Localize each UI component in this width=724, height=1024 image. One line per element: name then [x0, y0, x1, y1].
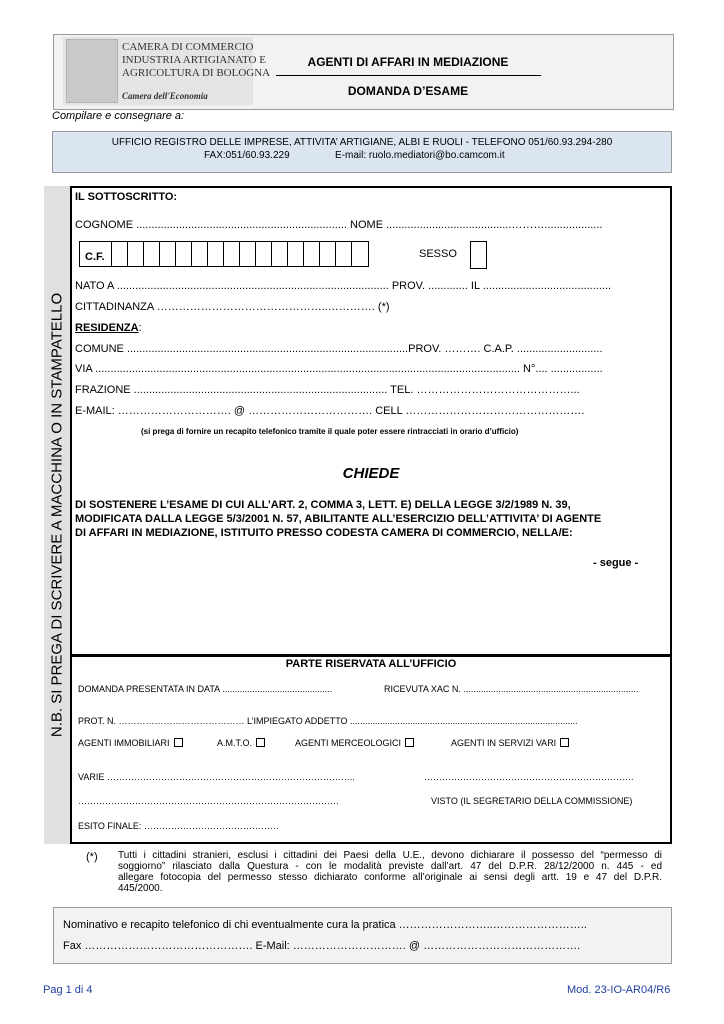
sex-field[interactable] [470, 241, 487, 269]
category-label-4: AGENTI IN SERVIZI VARI [451, 738, 557, 748]
misc-field-right[interactable]: ……………………………………………………………. [424, 772, 634, 782]
side-note: N.B. SI PREGA DI SCRIVERE A MACCHINA O IN STAMPATELLO [48, 292, 66, 738]
category-label-2: A.M.T.O. [217, 738, 253, 748]
office-use-section [70, 654, 672, 844]
tax-code-label: C.F. [80, 242, 112, 266]
request-line-3: DI AFFARI IN MEDIAZIONE, ISTITUITO PRESSO CODESTA CAMERA DI COMMERCIO, NELLA/E: [75, 527, 573, 539]
residence-label: RESIDENZA [75, 322, 139, 334]
office-fax: FAX:051/60.93.229 [204, 150, 290, 161]
street-field[interactable]: VIA ........................................................................................................................................... N°.... ................. [75, 363, 603, 375]
protocol-field[interactable]: PROT. N. …………………………………… L’IMPIEGATO ADDETTO ........................................................................................... [78, 716, 578, 726]
checkbox-3[interactable] [405, 738, 414, 747]
sex-label: SESSO [419, 248, 457, 260]
email-cell-field[interactable]: E-MAIL: …………………………. @ ……………………………. CELL …………………………………………. [75, 405, 585, 417]
checkbox-2[interactable] [256, 738, 265, 747]
name-field[interactable]: COGNOME ..................................................................... NOME .........................................………................... [75, 219, 603, 231]
district-phone-field[interactable]: FRAZIONE ................................................................................... TEL. ……………………………………... [75, 384, 580, 396]
residence-colon: : [138, 322, 142, 334]
model-code: Mod. 23-IO-AR04/R6 [567, 984, 671, 996]
logo-line-2: INDUSTRIA ARTIGIANATO E [122, 54, 266, 66]
office-email: E-mail: ruolo.mediatori@bo.camcom.it [335, 150, 505, 161]
contact-person-field[interactable]: Nominativo e recapito telefonico di chi eventualmente cura la pratica ……………………..…………………….. [63, 919, 587, 931]
request-heading: CHIEDE [342, 465, 400, 482]
category-label-3: AGENTI MERCEOLOGICI [295, 738, 402, 748]
title-divider [276, 75, 541, 76]
logo-building-icon [66, 39, 118, 103]
category-option-4[interactable] [451, 738, 569, 748]
category-option-1[interactable] [78, 738, 183, 748]
footnote-line-3: allegare fotocopia del permesso stesso dichiarato conforme all’originale ai sensi degli artt. 19 e 47 del D.P.R. [118, 872, 662, 883]
receipt-field[interactable]: RICEVUTA XAC N. ...................................................................... [384, 684, 639, 694]
document-title: AGENTI DI AFFARI IN MEDIAZIONE [307, 55, 509, 69]
misc-field[interactable]: VARIE ……………………………………………………………………….. [78, 772, 355, 782]
birth-field[interactable]: NATO A ......................................................................................... PROV. ............. IL .......................................... [75, 280, 612, 292]
office-use-heading: PARTE RISERVATA ALL’UFFICIO [285, 658, 457, 670]
request-line-1: DI SOSTENERE L’ESAME DI CUI ALL’ART. 2, COMMA 3, LETT. E) DELLA LEGGE 3/2/1989 N. 39, [75, 499, 571, 511]
secretary-signature-label: VISTO (IL SEGRETARIO DELLA COMMISSIONE) [431, 796, 633, 806]
tax-code-field[interactable] [79, 241, 369, 267]
checkbox-4[interactable] [560, 738, 569, 747]
category-option-3[interactable] [295, 738, 414, 748]
notes-field[interactable]: …………………………………………………………………………… [78, 796, 339, 806]
logo-line-3: AGRICOLTURA DI BOLOGNA [122, 67, 271, 79]
page-number: Pag 1 di 4 [43, 984, 93, 996]
form-heading: IL SOTTOSCRITTO: [75, 191, 178, 203]
phone-note: (si prega di fornire un recapito telefonico tramite il quale poter essere rintracciati in orario d’ufficio) [141, 427, 519, 436]
request-line-2: MODIFICATA DALLA LEGGE 5/3/2001 N. 57, ABILITANTE ALL’ESERCIZIO DELL’ATTIVITA’ DI AGENTE [75, 513, 602, 525]
document-subtitle: DOMANDA D’ESAME [347, 84, 469, 98]
checkbox-1[interactable] [174, 738, 183, 747]
footnote-line-1: Tutti i cittadini stranieri, esclusi i cittadini dei Paesi della U.E., devono dichiarare il possesso del “permesso di [118, 850, 662, 861]
footnote-marker: (*) [86, 851, 98, 863]
office-box [52, 131, 672, 173]
citizenship-field[interactable]: CITTADINANZA ………………………………………..…………. (*) [75, 301, 390, 313]
final-result-field[interactable]: ESITO FINALE: ……………………………………… [78, 821, 279, 831]
submission-date-field[interactable]: DOMANDA PRESENTATA IN DATA ............................................ [78, 684, 333, 694]
footnote-line-2: soggiorno” rilasciato dalla Questura - con le modalità previste dall’art. 47 del D.P.R. 28/12/2000 n. 445 - ed [118, 861, 662, 872]
logo-line-4: Camera dell'Economia [122, 91, 208, 101]
contact-box [53, 907, 672, 964]
category-label-1: AGENTI IMMOBILIARI [78, 738, 170, 748]
logo-line-1: CAMERA DI COMMERCIO [122, 41, 254, 53]
deliver-to-label: Compilare e consegnare a: [52, 110, 185, 122]
continues-label: - segue - [593, 557, 639, 569]
footnote-line-4: 445/2000. [118, 883, 163, 894]
residence-heading [75, 323, 142, 334]
category-option-2[interactable] [217, 738, 265, 748]
municipality-field[interactable]: COMUNE ............................................................................................PROV. ………. C.A.P. ............................ [75, 343, 603, 355]
office-line: UFFICIO REGISTRO DELLE IMPRESE, ATTIVITA’ ARTIGIANE, ALBI E RUOLI - TELEFONO 051/60.93.294-280 [111, 137, 613, 148]
contact-fax-email-field[interactable]: Fax ………………………………………. E-Mail: …………………………. @ ……………………………………. [63, 940, 581, 952]
